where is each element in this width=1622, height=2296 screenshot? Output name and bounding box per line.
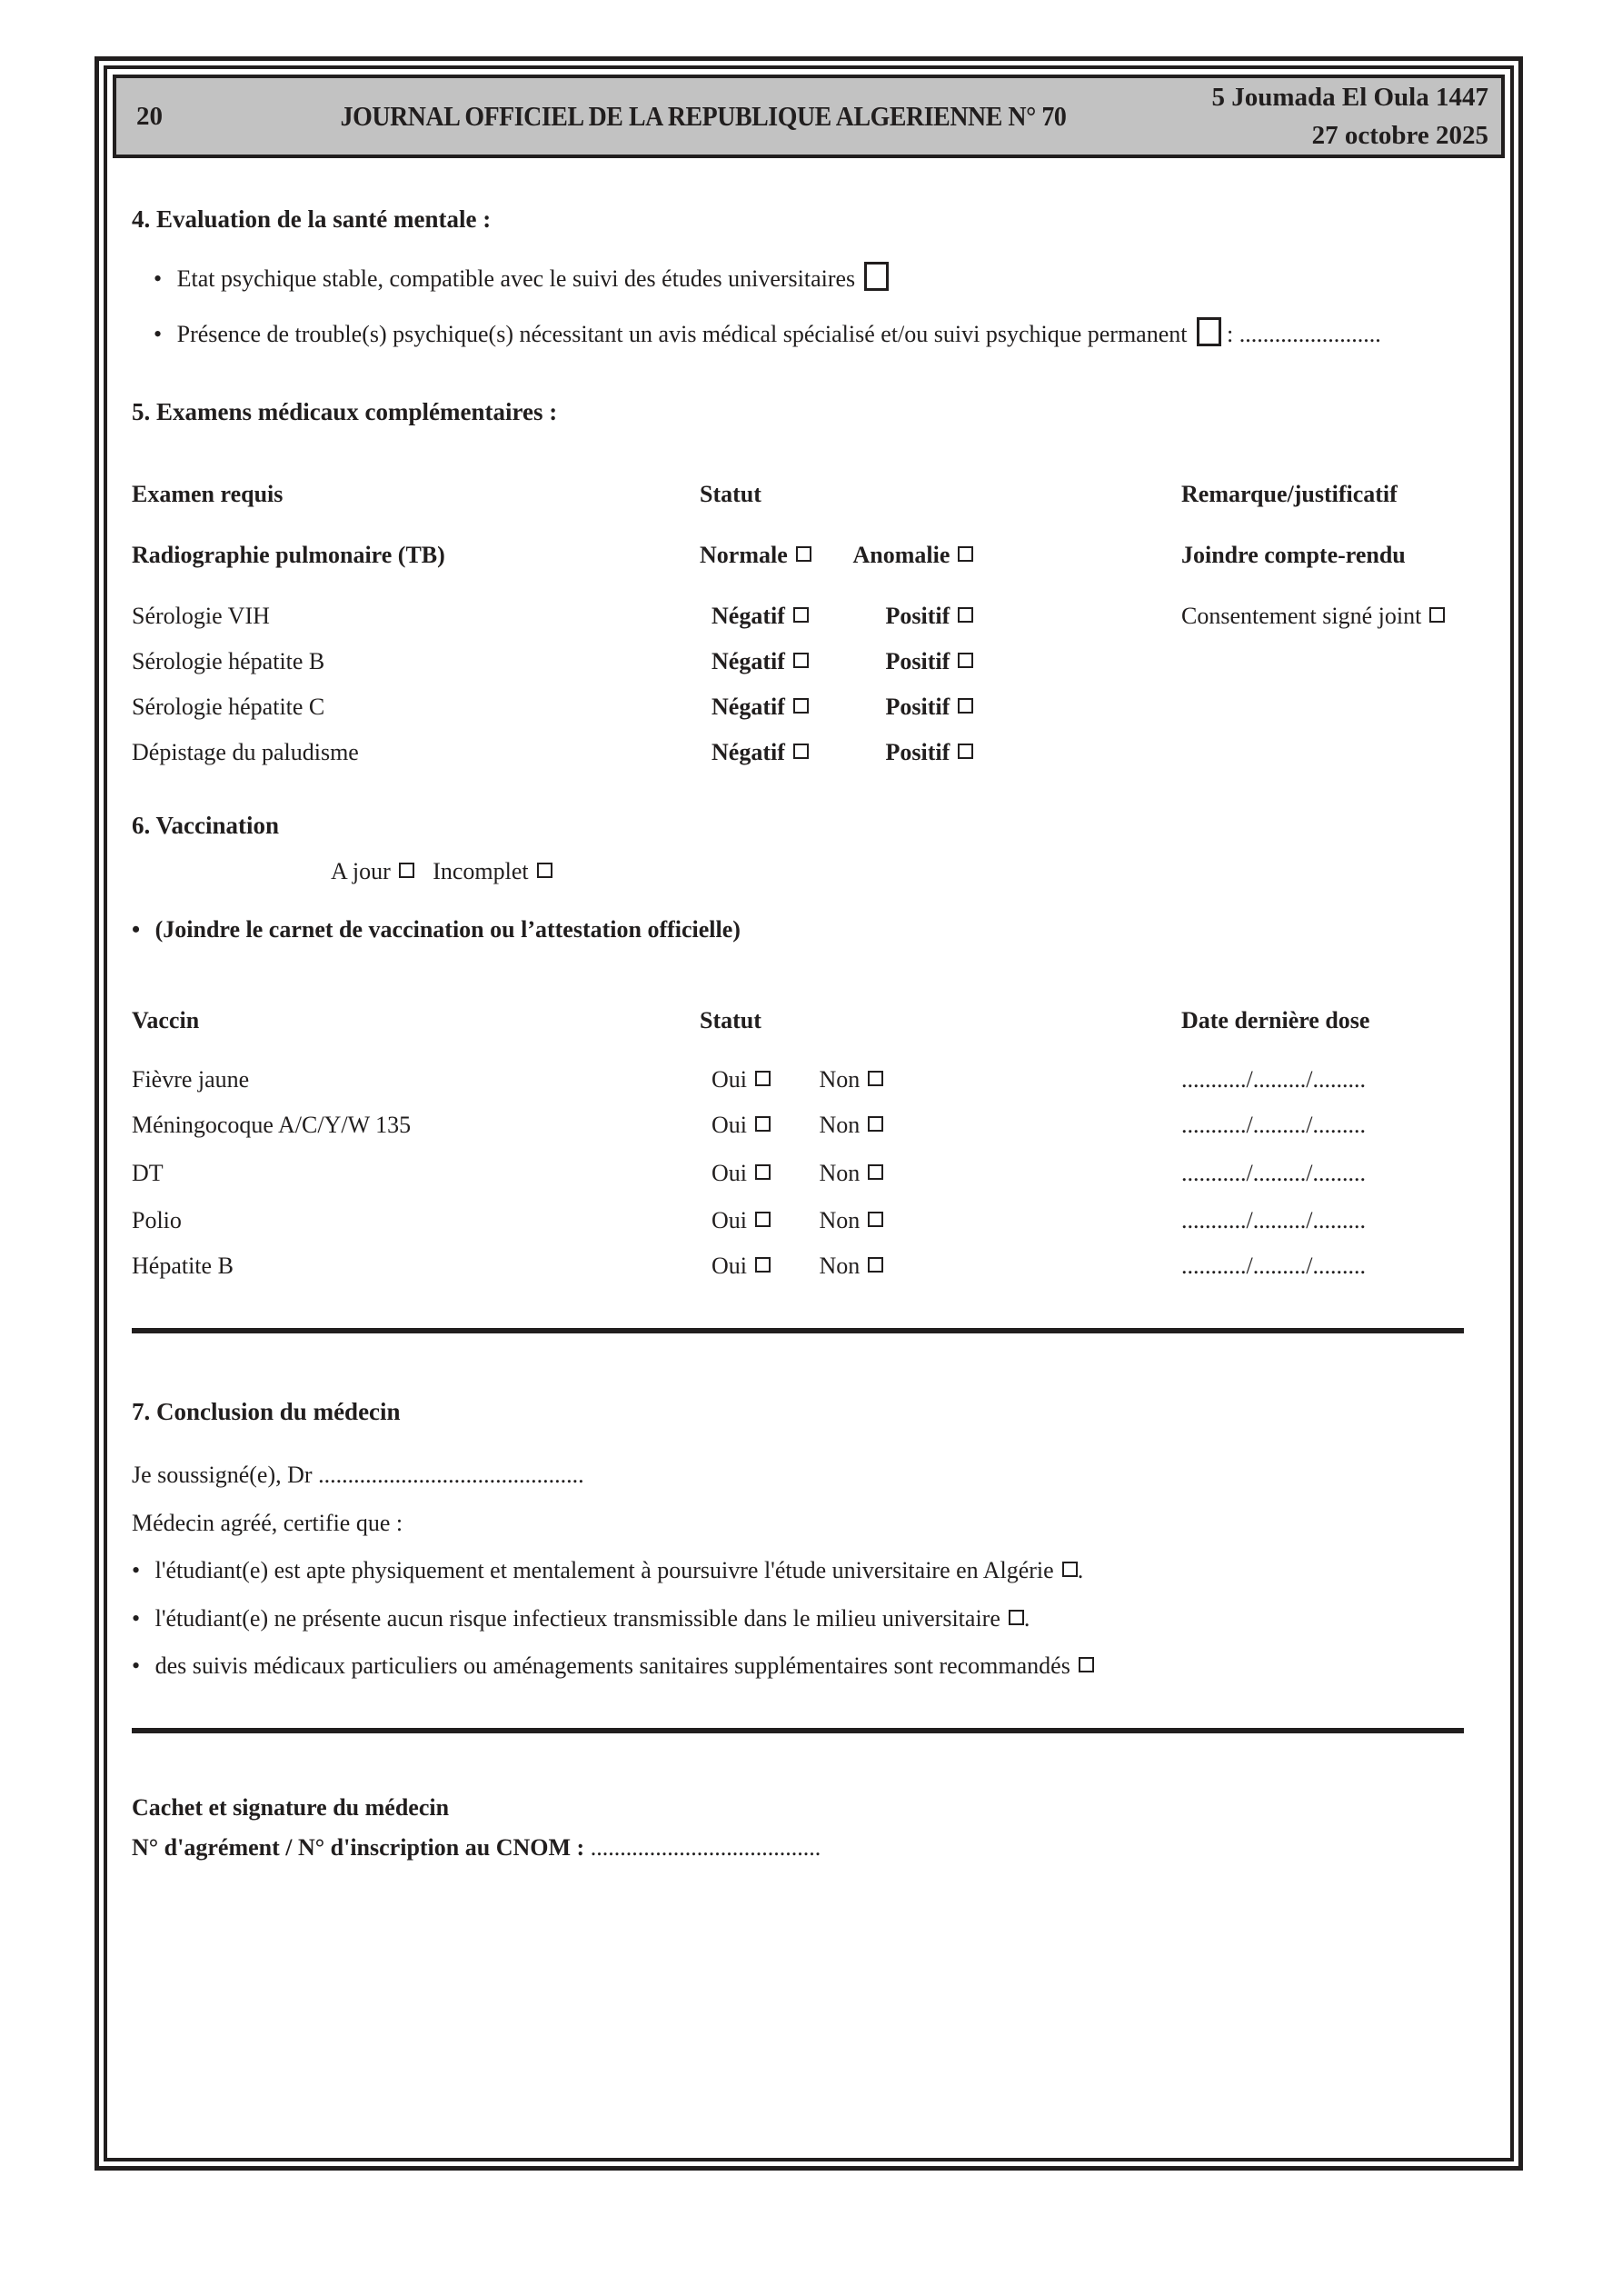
checkbox-icon xyxy=(796,546,811,562)
section4-title: 4. Evaluation de la santé mentale : xyxy=(132,205,492,233)
checkbox-icon xyxy=(399,863,414,878)
table-row-radiographie xyxy=(132,542,1483,569)
checkbox-large-icon xyxy=(864,262,889,291)
cachet-signature-label: Cachet et signature du médecin xyxy=(132,1794,450,1821)
table-row-polio xyxy=(132,1207,1483,1234)
item-text: Présence de trouble(s) psychique(s) nécessitant un avis médical spécialisé et/ou suivi psychique permanent xyxy=(176,321,1188,347)
table-row-paludisme xyxy=(132,739,1483,766)
option-non: Non xyxy=(819,1160,861,1186)
option-oui: Oui xyxy=(711,1160,747,1186)
page-number: 20 xyxy=(136,101,163,131)
date-hijri: 5 Joumada El Oula 1447 xyxy=(1211,83,1488,112)
option-oui: Oui xyxy=(711,1207,747,1233)
date-dots: .........../........./......... xyxy=(1181,1207,1366,1233)
column-header-vaccin: Vaccin xyxy=(132,1007,200,1033)
checkbox-icon xyxy=(1079,1657,1094,1672)
checkbox-icon xyxy=(868,1212,883,1227)
vaccine-label: Polio xyxy=(132,1207,182,1233)
checkbox-icon xyxy=(537,863,552,878)
conclusion-item-apte: • l'étudiant(e) est apte physiquement et mentalement à poursuivre l'étude universitaire en Algérie . xyxy=(132,1557,1483,1584)
section6-title: 6. Vaccination xyxy=(132,812,280,839)
exam-label: Sérologie VIH xyxy=(132,603,270,629)
option-positif: Positif xyxy=(885,648,950,674)
journal-header xyxy=(113,75,1505,158)
doctor-name-line: Je soussigné(e), Dr ............................................. xyxy=(132,1462,584,1488)
checkbox-icon xyxy=(755,1164,771,1180)
option-non: Non xyxy=(819,1253,861,1279)
page-frame-inner xyxy=(104,65,1514,2161)
vaccination-status-line xyxy=(132,858,1483,885)
checkbox-icon xyxy=(755,1212,771,1227)
horizontal-divider xyxy=(132,1728,1464,1733)
certify-line: Médecin agréé, certifie que : xyxy=(132,1510,403,1536)
cnom-line xyxy=(132,1834,1483,1862)
column-header-statut: Statut xyxy=(700,1007,761,1033)
exam-label: Dépistage du paludisme xyxy=(132,739,359,765)
option-non: Non xyxy=(819,1112,861,1138)
checkbox-icon xyxy=(958,744,973,759)
exam-label: Sérologie hépatite B xyxy=(132,648,325,674)
option-negatif: Négatif xyxy=(711,603,785,629)
mental-health-item-trouble xyxy=(132,317,1483,348)
checkbox-icon xyxy=(868,1071,883,1086)
checkbox-icon xyxy=(793,744,809,759)
column-header-date: Date dernière dose xyxy=(1181,1007,1370,1033)
vaccine-label: Méningocoque A/C/Y/W 135 xyxy=(132,1112,412,1138)
date-dots: .........../........./......... xyxy=(1181,1066,1366,1093)
section5-title: 5. Examens médicaux complémentaires : xyxy=(132,398,558,425)
exam-remark: Joindre compte-rendu xyxy=(1181,542,1406,568)
vaccine-label: DT xyxy=(132,1160,164,1186)
option-normale: Normale xyxy=(700,542,788,568)
table-row-meningocoque xyxy=(132,1112,1483,1139)
date-gregorian: 27 octobre 2025 xyxy=(1311,121,1488,151)
exam-label: Sérologie hépatite C xyxy=(132,694,325,720)
checkbox-icon xyxy=(1062,1562,1078,1577)
dotted-line: ....................................... xyxy=(590,1834,821,1861)
table-row-dt xyxy=(132,1160,1483,1187)
date-dots: .........../........./......... xyxy=(1181,1253,1366,1279)
form-content xyxy=(107,205,1510,1862)
table-row-hepatite-b xyxy=(132,648,1483,675)
option-oui: Oui xyxy=(711,1112,747,1138)
page-frame xyxy=(95,56,1523,2171)
vaccination-note: • (Joindre le carnet de vaccination ou l’attestation officielle) xyxy=(132,916,1483,943)
checkbox-icon xyxy=(868,1257,883,1273)
table-row-hepatite-c xyxy=(132,694,1483,721)
exam-remark: Consentement signé joint xyxy=(1181,603,1483,630)
table-row-vih xyxy=(132,603,1483,630)
journal-dates xyxy=(1161,78,1488,155)
checkbox-icon xyxy=(868,1164,883,1180)
checkbox-large-icon xyxy=(1197,317,1221,346)
mental-health-item-stable xyxy=(132,262,1483,293)
option-negatif: Négatif xyxy=(711,648,785,674)
date-dots: .........../........./......... xyxy=(1181,1160,1366,1186)
table-row-hepatite-b-vaccin xyxy=(132,1253,1483,1280)
exam-label: Radiographie pulmonaire (TB) xyxy=(132,542,445,568)
option-negatif: Négatif xyxy=(711,694,785,720)
checkbox-icon xyxy=(868,1116,883,1132)
checkbox-icon xyxy=(958,698,973,714)
date-dots: .........../........./......... xyxy=(1181,1112,1366,1138)
column-header-remark: Remarque/justificatif xyxy=(1181,481,1398,507)
conclusion-item-risque: • l'étudiant(e) ne présente aucun risque infectieux transmissible dans le milieu universitaire . xyxy=(132,1605,1483,1632)
checkbox-icon xyxy=(958,653,973,668)
column-header-statut: Statut xyxy=(700,481,761,507)
option-oui: Oui xyxy=(711,1253,747,1279)
exam-table-header xyxy=(132,481,1483,508)
conclusion-item-suivis: • des suivis médicaux particuliers ou aménagements sanitaires supplémentaires sont recommandés xyxy=(132,1652,1483,1680)
option-positif: Positif xyxy=(885,603,950,629)
vaccine-label: Fièvre jaune xyxy=(132,1066,250,1093)
option-non: Non xyxy=(819,1207,861,1233)
checkbox-icon xyxy=(1009,1610,1024,1625)
table-row-fievre-jaune xyxy=(132,1066,1483,1093)
option-a-jour: A jour xyxy=(331,858,391,884)
option-incomplet: Incomplet xyxy=(433,858,529,884)
dotted-line: ............................................. xyxy=(318,1462,584,1488)
checkbox-icon xyxy=(755,1116,771,1132)
cnom-label: N° d'agrément / N° d'inscription au CNOM : xyxy=(132,1834,585,1861)
checkbox-icon xyxy=(793,607,809,623)
section7-title: 7. Conclusion du médecin xyxy=(132,1398,401,1425)
checkbox-icon xyxy=(958,607,973,623)
checkbox-icon xyxy=(793,653,809,668)
checkbox-icon xyxy=(793,698,809,714)
vaccine-table-header xyxy=(132,1007,1483,1034)
option-positif: Positif xyxy=(885,739,950,765)
dotted-line: : ........................ xyxy=(1227,321,1381,347)
option-oui: Oui xyxy=(711,1066,747,1093)
option-non: Non xyxy=(819,1066,861,1093)
checkbox-icon xyxy=(958,546,973,562)
checkbox-icon xyxy=(1429,607,1445,623)
horizontal-divider xyxy=(132,1328,1464,1333)
checkbox-icon xyxy=(755,1071,771,1086)
journal-title: JOURNAL OFFICIEL DE LA REPUBLIQUE ALGERIENNE N° 70 xyxy=(340,100,1067,133)
column-header-exam: Examen requis xyxy=(132,481,284,507)
option-negatif: Négatif xyxy=(711,739,785,765)
item-text: Etat psychique stable, compatible avec le suivi des études universitaires xyxy=(176,265,856,292)
vaccine-label: Hépatite B xyxy=(132,1253,234,1279)
checkbox-icon xyxy=(755,1257,771,1273)
option-positif: Positif xyxy=(885,694,950,720)
option-anomalie: Anomalie xyxy=(852,542,950,568)
